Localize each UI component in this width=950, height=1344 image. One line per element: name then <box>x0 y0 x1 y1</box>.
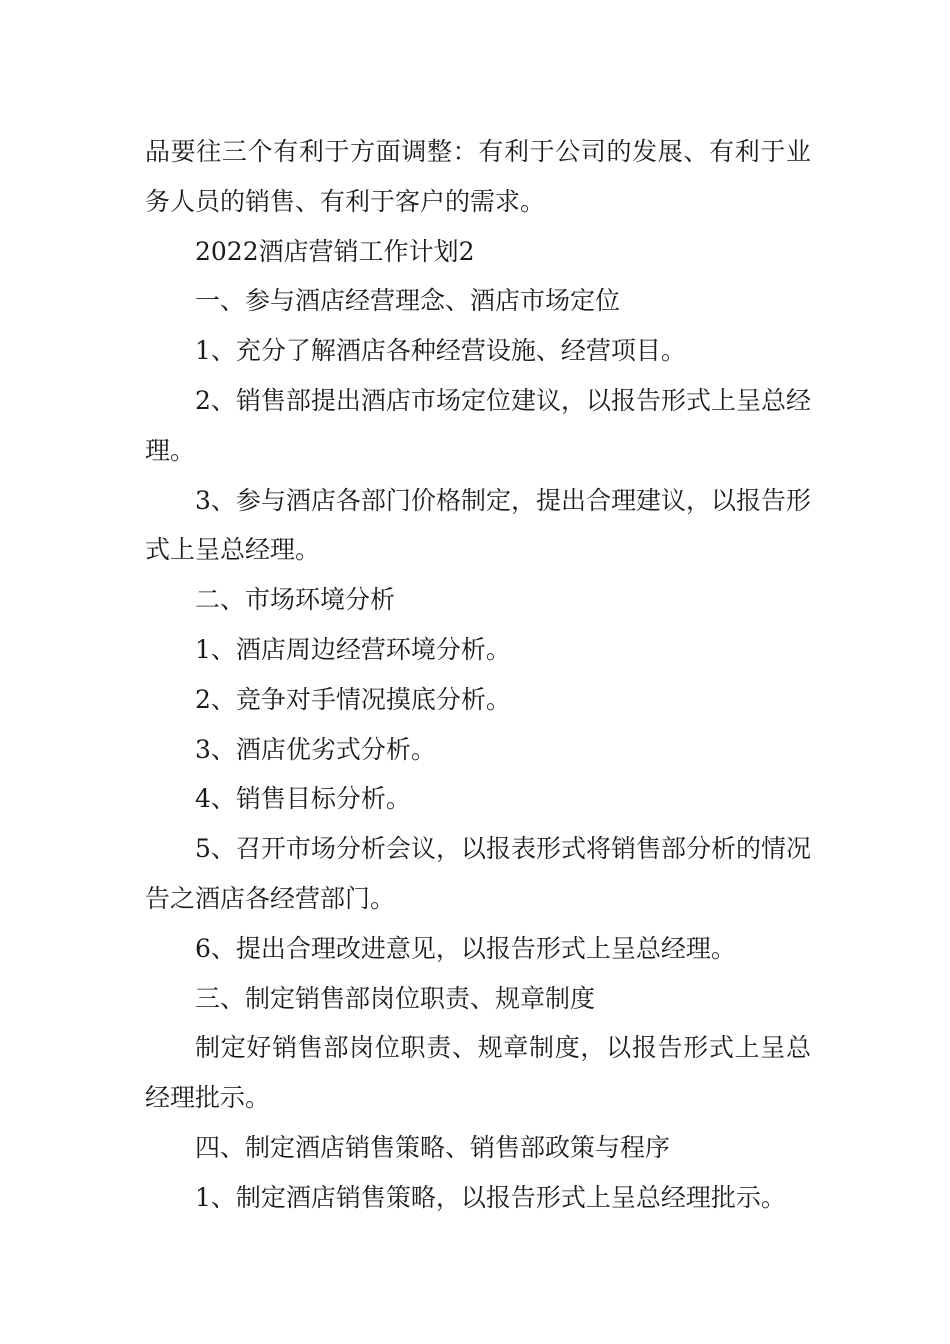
list-item: 1、充分了解酒店各种经营设施、经营项目。 <box>195 336 686 366</box>
list-item: 3、酒店优劣式分析。 <box>195 734 436 764</box>
paragraph: 品要往三个有利于方面调整：有利于公司的发展、有利于业务人员的销售、有利于客户的需求。 <box>145 137 811 216</box>
heading-4: 四、制定酒店销售策略、销售部政策与程序 <box>195 1132 671 1162</box>
list-item: 2、销售部提出酒店市场定位建议，以报告形式上呈总经理。 <box>145 385 811 465</box>
list-item: 1、制定酒店销售策略，以报告形式上呈总经理批示。 <box>195 1182 786 1212</box>
document-body <box>145 127 811 1223</box>
list-item: 5、召开市场分析会议，以报表形式将销售部分析的情况告之酒店各经营部门。 <box>145 834 811 913</box>
heading-2: 二、市场环境分析 <box>195 585 396 615</box>
list-item: 2、竞争对手情况摸底分析。 <box>195 684 511 714</box>
section-title: 2022酒店营销工作计划2 <box>195 236 475 266</box>
list-item: 4、销售目标分析。 <box>195 784 411 814</box>
list-item: 1、酒店周边经营环境分析。 <box>195 634 511 664</box>
heading-1: 一、参与酒店经营理念、酒店市场定位 <box>195 286 621 316</box>
heading-3: 三、制定销售部岗位职责、规章制度 <box>195 983 596 1013</box>
list-item: 6、提出合理改进意见，以报告形式上呈总经理。 <box>195 933 736 963</box>
paragraph: 制定好销售部岗位职责、规章制度，以报告形式上呈总经理批示。 <box>145 1033 811 1113</box>
list-item: 3、参与酒店各部门价格制定，提出合理建议，以报告形式上呈总经理。 <box>145 485 811 565</box>
